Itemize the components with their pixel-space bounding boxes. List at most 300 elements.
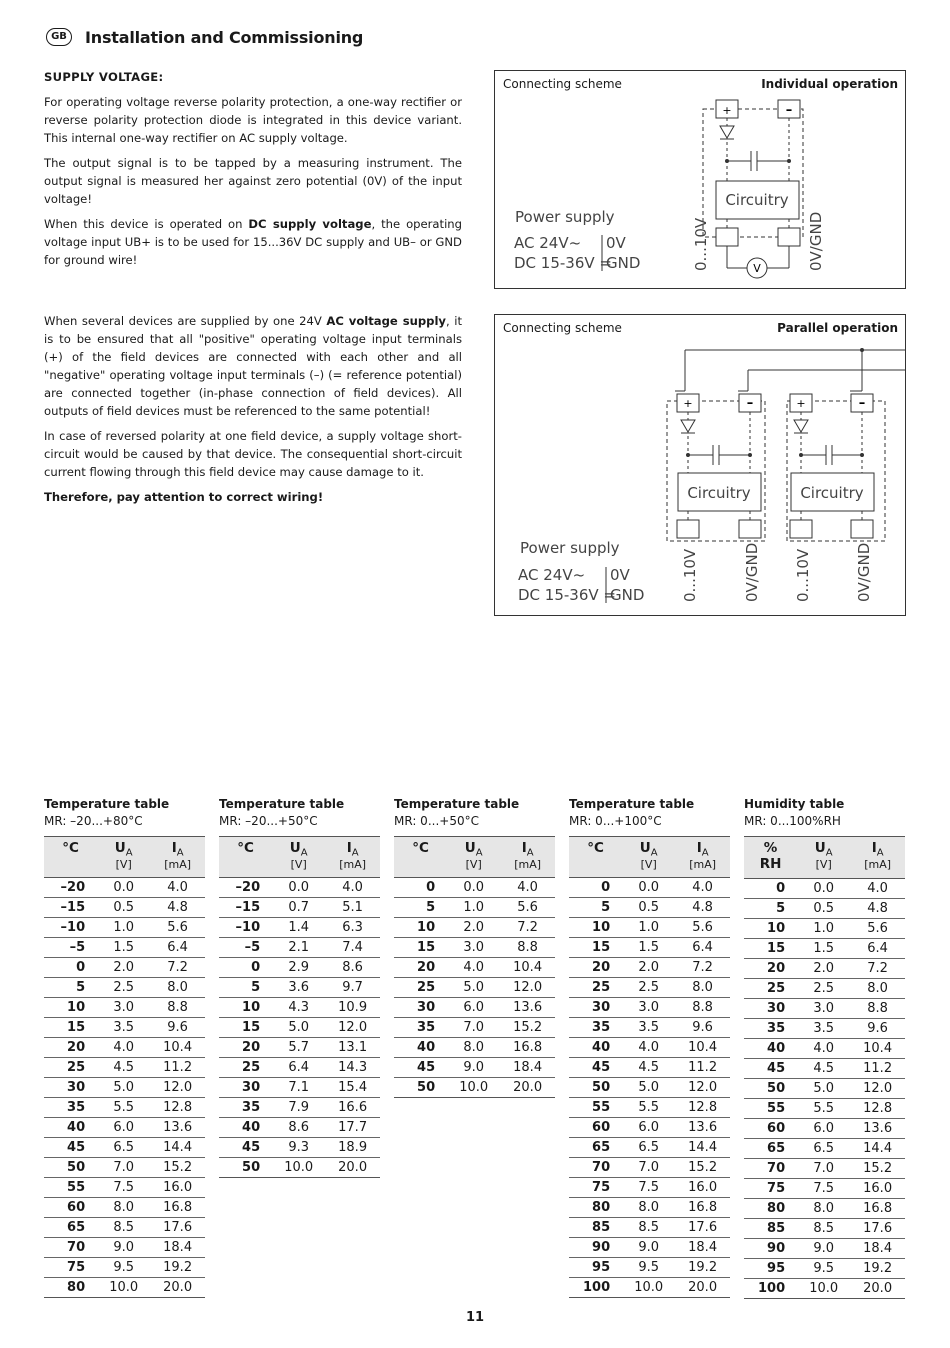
table-range: MR: 0...100%RH [744,814,841,828]
table-row [744,959,905,979]
table-row [744,1219,905,1239]
cell-current: 12.8 [850,1099,905,1119]
table-row [44,1018,205,1038]
table-row [569,878,730,898]
cell-current: 4.0 [500,878,555,898]
gnd-label: GND [606,254,641,272]
cell-current: 6.4 [675,938,730,958]
dc-supply-label: DC 15-36V = [518,586,616,604]
cell-current: 16.8 [850,1199,905,1219]
cell-current: 8.0 [150,978,205,998]
cell-voltage: 7.5 [797,1179,850,1199]
cell-voltage: 8.5 [97,1218,150,1238]
cell-measurand: 15 [744,939,797,959]
table-range: MR: 0...+50°C [394,814,479,828]
cell-current: 16.8 [675,1198,730,1218]
cell-voltage: 0.0 [447,878,500,898]
cell-voltage: 4.0 [797,1039,850,1059]
cell-current: 18.9 [325,1138,380,1158]
cell-measurand: 15 [394,938,447,958]
ac-supply-label: AC 24V~ [518,566,586,584]
table [569,836,730,1298]
cell-voltage: 10.0 [622,1278,675,1298]
cell-current: 16.0 [850,1179,905,1199]
cell-measurand: 25 [744,979,797,999]
cell-measurand: 90 [744,1239,797,1259]
cell-voltage: 7.1 [272,1078,325,1098]
power-supply-label: Power supply [515,208,615,226]
cell-voltage: 0.0 [797,879,850,899]
cell-measurand: 45 [219,1138,272,1158]
table-title: Temperature table [219,797,345,811]
zero-volt-label: 0V [610,566,630,584]
table-row [219,1058,380,1078]
cell-current: 8.0 [675,978,730,998]
cell-measurand: 25 [569,978,622,998]
cell-current: 18.4 [675,1238,730,1258]
table-row [569,898,730,918]
cell-current: 14.4 [150,1138,205,1158]
table-row [44,1198,205,1218]
cell-current: 4.8 [150,898,205,918]
table-row [569,1058,730,1078]
table-range: MR: –20...+80°C [44,814,143,828]
table [44,836,205,1298]
cell-voltage: 4.0 [622,1038,675,1058]
table-row [44,958,205,978]
col-header-current: $I_A$ [mA] [850,837,905,879]
cell-measurand: 75 [44,1258,97,1278]
cell-measurand: 80 [44,1278,97,1298]
cell-voltage: 8.5 [797,1219,850,1239]
cell-voltage: 1.5 [97,938,150,958]
cell-current: 20.0 [850,1279,905,1299]
scheme-mode: Parallel operation [777,321,898,335]
cell-voltage: 3.0 [447,938,500,958]
cell-current: 13.6 [675,1118,730,1138]
cell-current: 8.8 [500,938,555,958]
table-row [744,1059,905,1079]
cell-current: 4.0 [850,879,905,899]
cell-current: 20.0 [150,1278,205,1298]
cell-current: 7.2 [150,958,205,978]
parallel-section [44,312,462,513]
cell-current: 16.0 [150,1178,205,1198]
cell-current: 7.2 [850,959,905,979]
table-row [394,958,555,978]
cell-voltage: 3.5 [97,1018,150,1038]
individual-wiring-diagram [495,71,905,288]
cell-current: 10.4 [150,1038,205,1058]
cell-voltage: 9.5 [97,1258,150,1278]
table-row [569,978,730,998]
cell-measurand: 60 [44,1198,97,1218]
cell-measurand: 50 [394,1078,447,1098]
cell-voltage: 6.5 [97,1138,150,1158]
cell-voltage: 0.0 [97,878,150,898]
cell-current: 15.2 [850,1159,905,1179]
col-header-unit: °C [44,837,97,878]
col-header-unit: °C [219,837,272,878]
cell-voltage: 4.5 [797,1059,850,1079]
table-row [569,1118,730,1138]
cell-measurand: 75 [744,1179,797,1199]
table-row [219,998,380,1018]
cell-current: 4.0 [150,878,205,898]
col-header-unit: °C [569,837,622,878]
cell-voltage: 10.0 [797,1279,850,1299]
cell-current: 17.6 [850,1219,905,1239]
table-row [744,1179,905,1199]
scheme-mode: Individual operation [761,77,898,91]
value-table [219,796,380,1178]
cell-voltage: 8.5 [622,1218,675,1238]
cell-current: 14.4 [675,1138,730,1158]
cell-current: 13.1 [325,1038,380,1058]
cell-voltage: 5.7 [272,1038,325,1058]
table-row [219,1158,380,1178]
connecting-scheme-parallel [494,314,906,616]
cell-current: 20.0 [500,1078,555,1098]
table-row [569,1158,730,1178]
device2-ground-label: 0V/GND [855,542,873,602]
dc-supply-label: DC 15-36V = [514,254,612,272]
table-row [569,1278,730,1298]
col-header-current: $I_A$ [mA] [675,837,730,878]
cell-voltage: 1.4 [272,918,325,938]
table-row [44,898,205,918]
cell-voltage: 9.0 [447,1058,500,1078]
table-row [569,1138,730,1158]
value-table [394,796,555,1098]
cell-current: 4.0 [675,878,730,898]
cell-measurand: 20 [219,1038,272,1058]
cell-current: 12.8 [150,1098,205,1118]
connecting-scheme-individual [494,70,906,289]
cell-voltage: 9.0 [797,1239,850,1259]
device1-output-label: 0...10V [681,548,699,602]
table-range: MR: –20...+50°C [219,814,318,828]
table-title: Temperature table [394,797,520,811]
output-signal-label: 0...10V [692,217,710,271]
table-row [744,939,905,959]
value-table [569,796,730,1298]
cell-current: 6.4 [850,939,905,959]
cell-current: 7.2 [500,918,555,938]
table-row [744,1039,905,1059]
table-row [744,979,905,999]
table-row [44,1238,205,1258]
cell-measurand: 0 [44,958,97,978]
col-header-voltage: $U_A$ [V] [272,837,325,878]
cell-current: 15.2 [150,1158,205,1178]
cell-current: 16.0 [675,1178,730,1198]
cell-measurand: 30 [44,1078,97,1098]
table-row [569,1218,730,1238]
voltmeter-label: V [753,262,761,275]
cell-measurand: 0 [569,878,622,898]
cell-current: 19.2 [850,1259,905,1279]
cell-measurand: 20 [44,1038,97,1058]
cell-measurand: –20 [44,878,97,898]
cell-current: 10.4 [500,958,555,978]
scheme-label: Connecting scheme [503,321,622,335]
gnd-label: GND [610,586,645,604]
cell-current: 8.0 [850,979,905,999]
cell-voltage: 3.6 [272,978,325,998]
col-header-voltage: $U_A$ [V] [447,837,500,878]
table-header [744,837,905,879]
cell-measurand: 10 [394,918,447,938]
cell-measurand: –10 [219,918,272,938]
cell-measurand: 30 [394,998,447,1018]
table-row [569,998,730,1018]
cell-current: 6.4 [150,938,205,958]
parallel-wiring-diagram [495,315,905,615]
table-row [744,1139,905,1159]
cell-voltage: 2.0 [797,959,850,979]
supply-paragraph-3: When this device is operated on DC supply voltage, the operating voltage input UB+ is to be used for 15...36V DC supply and UB– or GND for ground wire! [44,217,463,267]
cell-current: 20.0 [325,1158,380,1178]
cell-measurand: 10 [744,919,797,939]
table-row [219,1118,380,1138]
cell-measurand: 60 [744,1119,797,1139]
table-row [569,918,730,938]
cell-voltage: 3.0 [97,998,150,1018]
cell-current: 16.8 [150,1198,205,1218]
language-badge: GB [46,28,72,46]
cell-voltage: 2.5 [97,978,150,998]
cell-voltage: 1.5 [797,939,850,959]
cell-measurand: 45 [569,1058,622,1078]
table-row [44,1058,205,1078]
table-row [569,1038,730,1058]
cell-voltage: 5.0 [797,1079,850,1099]
cell-measurand: 85 [744,1219,797,1239]
table-header [394,837,555,878]
cell-measurand: –5 [44,938,97,958]
cell-current: 8.6 [325,958,380,978]
table-row [394,1038,555,1058]
cell-voltage: 7.9 [272,1098,325,1118]
table-row [394,918,555,938]
cell-current: 12.0 [500,978,555,998]
table-row [569,1018,730,1038]
cell-voltage: 2.0 [97,958,150,978]
cell-voltage: 6.5 [622,1138,675,1158]
cell-voltage: 7.0 [97,1158,150,1178]
parallel-paragraph-2: In case of reversed polarity at one field device, a supply voltage short-circuit would be caused by that device. The consequential short-circuit current flowing through this field device may cause damage to it. [44,429,462,479]
device2-output-label: 0...10V [794,548,812,602]
cell-voltage: 8.0 [622,1198,675,1218]
cell-measurand: 65 [744,1139,797,1159]
table-row [44,978,205,998]
cell-measurand: 0 [219,958,272,978]
cell-voltage: 9.0 [622,1238,675,1258]
cell-voltage: 0.5 [622,898,675,918]
cell-voltage: 0.0 [272,878,325,898]
cell-current: 17.7 [325,1118,380,1138]
table-row [219,1038,380,1058]
cell-voltage: 6.0 [97,1118,150,1138]
cell-current: 13.6 [150,1118,205,1138]
cell-measurand: 35 [744,1019,797,1039]
table [394,836,555,1098]
cell-measurand: 0 [744,879,797,899]
cell-measurand: 70 [569,1158,622,1178]
col-header-voltage: $U_A$ [V] [797,837,850,879]
cell-measurand: 50 [569,1078,622,1098]
cell-voltage: 5.0 [97,1078,150,1098]
device1-circuitry-label: Circuitry [687,484,751,502]
cell-measurand: –10 [44,918,97,938]
cell-measurand: 10 [44,998,97,1018]
cell-voltage: 5.0 [447,978,500,998]
cell-current: 20.0 [675,1278,730,1298]
cell-measurand: 70 [44,1238,97,1258]
cell-voltage: 6.0 [447,998,500,1018]
cell-current: 12.0 [150,1078,205,1098]
cell-measurand: 95 [744,1259,797,1279]
table-row [44,1038,205,1058]
table-row [44,1158,205,1178]
cell-measurand: 60 [569,1118,622,1138]
table-row [744,1099,905,1119]
cell-measurand: 20 [744,959,797,979]
table-row [44,1098,205,1118]
table-row [569,1098,730,1118]
cell-current: 9.6 [675,1018,730,1038]
cell-measurand: 95 [569,1258,622,1278]
device2-circuitry-label: Circuitry [800,484,864,502]
cell-voltage: 2.0 [622,958,675,978]
device1-minus-label: – [746,396,754,411]
cell-current: 12.8 [675,1098,730,1118]
cell-measurand: 40 [394,1038,447,1058]
cell-current: 11.2 [150,1058,205,1078]
table-row [44,1258,205,1278]
cell-measurand: 75 [569,1178,622,1198]
table-row [569,958,730,978]
cell-voltage: 0.0 [622,878,675,898]
table-title: Temperature table [569,797,695,811]
cell-measurand: 10 [219,998,272,1018]
dc-supply-emphasis: DC supply voltage [248,217,372,231]
cell-measurand: 50 [219,1158,272,1178]
col-header-unit: % RH [744,837,797,879]
cell-voltage: 2.5 [797,979,850,999]
cell-current: 17.6 [150,1218,205,1238]
page-title: Installation and Commissioning [85,28,364,47]
table-row [44,998,205,1018]
cell-voltage: 5.0 [272,1018,325,1038]
table-row [219,1098,380,1118]
cell-measurand: 40 [744,1039,797,1059]
col-header-unit: °C [394,837,447,878]
table-row [44,1078,205,1098]
table-row [44,1278,205,1298]
cell-voltage: 10.0 [97,1278,150,1298]
cell-current: 4.8 [675,898,730,918]
cell-measurand: 30 [744,999,797,1019]
table-row [44,1118,205,1138]
cell-measurand: –15 [219,898,272,918]
cell-current: 9.6 [150,1018,205,1038]
cell-voltage: 5.5 [797,1099,850,1119]
cell-measurand: 45 [394,1058,447,1078]
cell-current: 5.6 [500,898,555,918]
cell-measurand: 5 [744,899,797,919]
table-row [44,938,205,958]
table-row [44,918,205,938]
table-row [744,919,905,939]
cell-current: 19.2 [150,1258,205,1278]
cell-current: 15.4 [325,1078,380,1098]
cell-measurand: 10 [569,918,622,938]
cell-current: 14.4 [850,1139,905,1159]
cell-current: 8.8 [850,999,905,1019]
cell-measurand: 35 [569,1018,622,1038]
scheme-label: Connecting scheme [503,77,622,91]
table-row [569,1078,730,1098]
supply-paragraph-2: The output signal is to be tapped by a measuring instrument. The output signal is measured her against zero potential (0V) of the input voltage! [44,156,462,206]
device1-plus-label: + [683,397,693,410]
cell-current: 16.6 [325,1098,380,1118]
supply-voltage-section [44,68,462,276]
cell-voltage: 1.0 [447,898,500,918]
table-row [744,879,905,899]
cell-voltage: 6.0 [622,1118,675,1138]
cell-measurand: 5 [394,898,447,918]
cell-voltage: 9.5 [797,1259,850,1279]
cell-measurand: 25 [394,978,447,998]
circuitry-label: Circuitry [725,191,789,209]
table-row [394,1078,555,1098]
cell-measurand: 35 [219,1098,272,1118]
table-row [569,1178,730,1198]
cell-current: 15.2 [500,1018,555,1038]
cell-current: 15.2 [675,1158,730,1178]
cell-voltage: 8.6 [272,1118,325,1138]
table-row [219,958,380,978]
table-row [44,878,205,898]
cell-measurand: 100 [744,1279,797,1299]
cell-voltage: 7.5 [97,1178,150,1198]
cell-voltage: 1.0 [797,919,850,939]
cell-measurand: 40 [569,1038,622,1058]
table-row [394,898,555,918]
supply-paragraph-1: For operating voltage reverse polarity protection, a one-way rectifier or reverse polarity protection diode is integrated in this device variant. This internal one-way rectifier on AC supply voltage. [44,95,462,145]
cell-current: 18.4 [850,1239,905,1259]
cell-measurand: 55 [44,1178,97,1198]
cell-voltage: 7.0 [622,1158,675,1178]
table-row [219,1078,380,1098]
cell-current: 12.0 [325,1018,380,1038]
cell-measurand: 35 [394,1018,447,1038]
cell-current: 6.3 [325,918,380,938]
cell-measurand: 65 [44,1218,97,1238]
cell-measurand: 50 [744,1079,797,1099]
cell-voltage: 7.0 [447,1018,500,1038]
wiring-warning: Therefore, pay attention to correct wiring! [44,490,324,504]
cell-current: 8.8 [150,998,205,1018]
table-row [744,1019,905,1039]
cell-current: 9.7 [325,978,380,998]
cell-measurand: 20 [394,958,447,978]
table-range: MR: 0...+100°C [569,814,662,828]
parallel-paragraph-1: When several devices are supplied by one 24V AC voltage supply, it is to be ensured that all "positive" operating voltage input terminals (+) of the field devices are connected with each other and all "negative" operating voltage input terminals (–) (= reference potential) are connected together (in-phase connection of field devices). All outputs of field devices must be referenced to the same potential! [44,314,462,418]
cell-current: 14.3 [325,1058,380,1078]
